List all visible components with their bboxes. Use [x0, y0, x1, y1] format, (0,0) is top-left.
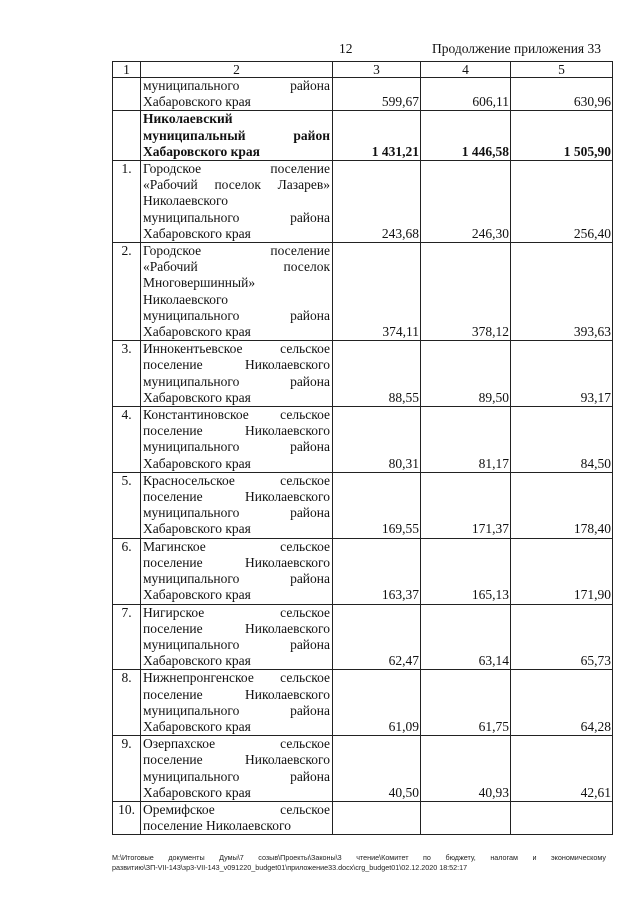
row-number-cell: 2. [113, 243, 141, 341]
name-line: Оремифское сельское [143, 801, 330, 817]
value-col4-cell: 246,30 [421, 161, 511, 243]
name-line: Хабаровского края [143, 653, 251, 669]
name-line: поселение Николаевского [143, 423, 330, 439]
row-number-cell: 6. [113, 538, 141, 604]
value-col4-cell: 63,14 [421, 604, 511, 670]
name-line: муниципального района [143, 636, 330, 652]
value-col4-cell: 606,11 [421, 78, 511, 111]
table-row [113, 78, 613, 111]
name-line: поселение Николаевского [143, 752, 330, 768]
value-col5-cell: 84,50 [511, 407, 613, 473]
value-col3-cell: 374,11 [333, 243, 421, 341]
footer-line: M:\Итоговые документы Думы\7 созыв\Проекты\Законы\3 чтение\Комитет по бюджету, налогам и экономическому [112, 853, 606, 862]
footer-line: развитию\ЗП-VII-143\зр3-VII-143_v091220_budget01\приложение33.docx\crg_budget01\02.12.2020 18:52:17 [112, 863, 468, 872]
name-line: Многовершинный» [143, 275, 256, 291]
value-col4-cell: 40,93 [421, 736, 511, 802]
value-col4-cell: 1 446,58 [421, 111, 511, 161]
value-col5-cell: 393,63 [511, 243, 613, 341]
value-col4-cell: 81,17 [421, 407, 511, 473]
name-line: муниципального района [143, 702, 330, 718]
value-col4-cell: 61,75 [421, 670, 511, 736]
value-col3-cell: 163,37 [333, 538, 421, 604]
name-line: «Рабочий поселок Лазарев» [143, 177, 330, 193]
settlement-name-cell [141, 801, 333, 834]
page-number: 12 [339, 41, 353, 56]
settlement-name-cell [141, 538, 333, 604]
name-line: муниципального района [143, 439, 330, 455]
name-line: поселение Николаевского [143, 554, 330, 570]
row-number-cell: 3. [113, 341, 141, 407]
name-line: Хабаровского края [143, 324, 251, 340]
name-line: поселение Николаевского [143, 818, 292, 834]
table-row [113, 243, 613, 341]
table-row [113, 604, 613, 670]
continuation-title: Продолжение приложения 33 [432, 41, 602, 56]
name-line: поселение Николаевского [143, 686, 330, 702]
name-line: Городское поселение [143, 161, 330, 177]
table-row [113, 472, 613, 538]
name-line: Нигирское сельское [143, 604, 330, 620]
value-col4-cell: 171,37 [421, 472, 511, 538]
settlement-name-cell [141, 407, 333, 473]
settlement-name-cell [141, 472, 333, 538]
table-row [113, 670, 613, 736]
table-row [113, 111, 613, 161]
value-col3-cell: 62,47 [333, 604, 421, 670]
value-col5-cell: 171,90 [511, 538, 613, 604]
settlement-name-cell [141, 604, 333, 670]
name-line: Городское поселение [143, 243, 330, 259]
row-number-cell: 10. [113, 801, 141, 834]
name-line: Магинское сельское [143, 538, 330, 554]
value-col4-cell: 89,50 [421, 341, 511, 407]
row-number-cell: 8. [113, 670, 141, 736]
name-line: муниципального района [143, 768, 330, 784]
value-col3-cell: 40,50 [333, 736, 421, 802]
file-path-footer [112, 853, 606, 873]
name-line: Озерпахское сельское [143, 736, 330, 752]
table-body [113, 62, 613, 835]
name-line: Хабаровского края [143, 143, 260, 159]
value-col5-cell: 65,73 [511, 604, 613, 670]
value-col5-cell [511, 801, 613, 834]
value-col3-cell: 599,67 [333, 78, 421, 111]
name-line: Хабаровского края [143, 389, 251, 405]
row-number-cell: 9. [113, 736, 141, 802]
value-col5-cell: 42,61 [511, 736, 613, 802]
name-line: Хабаровского края [143, 225, 251, 241]
value-col5-cell: 93,17 [511, 341, 613, 407]
value-col5-cell: 630,96 [511, 78, 613, 111]
row-number-cell: 4. [113, 407, 141, 473]
table-header-row [113, 62, 613, 78]
name-line: Хабаровского края [143, 521, 251, 537]
row-number-cell: 1. [113, 161, 141, 243]
name-line: муниципального района [143, 571, 330, 587]
name-line: Хабаровского края [143, 718, 251, 734]
settlement-name-cell [141, 736, 333, 802]
value-col5-cell: 256,40 [511, 161, 613, 243]
row-number-cell: 7. [113, 604, 141, 670]
settlement-name-cell [141, 341, 333, 407]
row-number-cell [113, 78, 141, 111]
name-line: муниципального района [143, 373, 330, 389]
name-line: Иннокентьевское сельское [143, 341, 330, 357]
header-cell: 5 [511, 62, 613, 78]
table-row [113, 341, 613, 407]
name-line: муниципальный район [143, 127, 330, 143]
value-col3-cell [333, 801, 421, 834]
name-line: Хабаровского края [143, 587, 251, 603]
budget-table [112, 61, 613, 835]
header-cell: 1 [113, 62, 141, 78]
value-col4-cell: 378,12 [421, 243, 511, 341]
name-line: Красносельское сельское [143, 472, 330, 488]
name-line: Хабаровского края [143, 455, 251, 471]
name-line: поселение Николаевского [143, 357, 330, 373]
settlement-name-cell [141, 111, 333, 161]
name-line: Хабаровского края [143, 94, 251, 110]
name-line: Нижнепронгенское сельское [143, 670, 330, 686]
name-line: Николаевский [143, 111, 233, 127]
name-line: Константиновское сельское [143, 407, 330, 423]
table-row [113, 801, 613, 834]
row-number-cell: 5. [113, 472, 141, 538]
table-row [113, 161, 613, 243]
value-col4-cell: 165,13 [421, 538, 511, 604]
name-line: Николаевского [143, 193, 229, 209]
value-col3-cell: 61,09 [333, 670, 421, 736]
value-col3-cell: 1 431,21 [333, 111, 421, 161]
name-line: «Рабочий поселок [143, 259, 330, 275]
value-col3-cell: 169,55 [333, 472, 421, 538]
name-line: Николаевского [143, 291, 229, 307]
header-cell: 3 [333, 62, 421, 78]
value-col5-cell: 1 505,90 [511, 111, 613, 161]
header-cell: 2 [141, 62, 333, 78]
value-col3-cell: 88,55 [333, 341, 421, 407]
name-line: поселение Николаевского [143, 489, 330, 505]
name-line: муниципального района [143, 307, 330, 323]
row-number-cell [113, 111, 141, 161]
value-col5-cell: 178,40 [511, 472, 613, 538]
name-line: Хабаровского края [143, 784, 251, 800]
value-col5-cell: 64,28 [511, 670, 613, 736]
name-line: муниципального района [143, 78, 330, 93]
table-row [113, 538, 613, 604]
settlement-name-cell [141, 161, 333, 243]
table-row [113, 407, 613, 473]
settlement-name-cell [141, 78, 333, 111]
name-line: муниципального района [143, 209, 330, 225]
name-line: поселение Николаевского [143, 620, 330, 636]
value-col4-cell [421, 801, 511, 834]
value-col3-cell: 80,31 [333, 407, 421, 473]
header-cell: 4 [421, 62, 511, 78]
name-line: муниципального района [143, 505, 330, 521]
settlement-name-cell [141, 670, 333, 736]
table-row [113, 736, 613, 802]
value-col3-cell: 243,68 [333, 161, 421, 243]
settlement-name-cell [141, 243, 333, 341]
